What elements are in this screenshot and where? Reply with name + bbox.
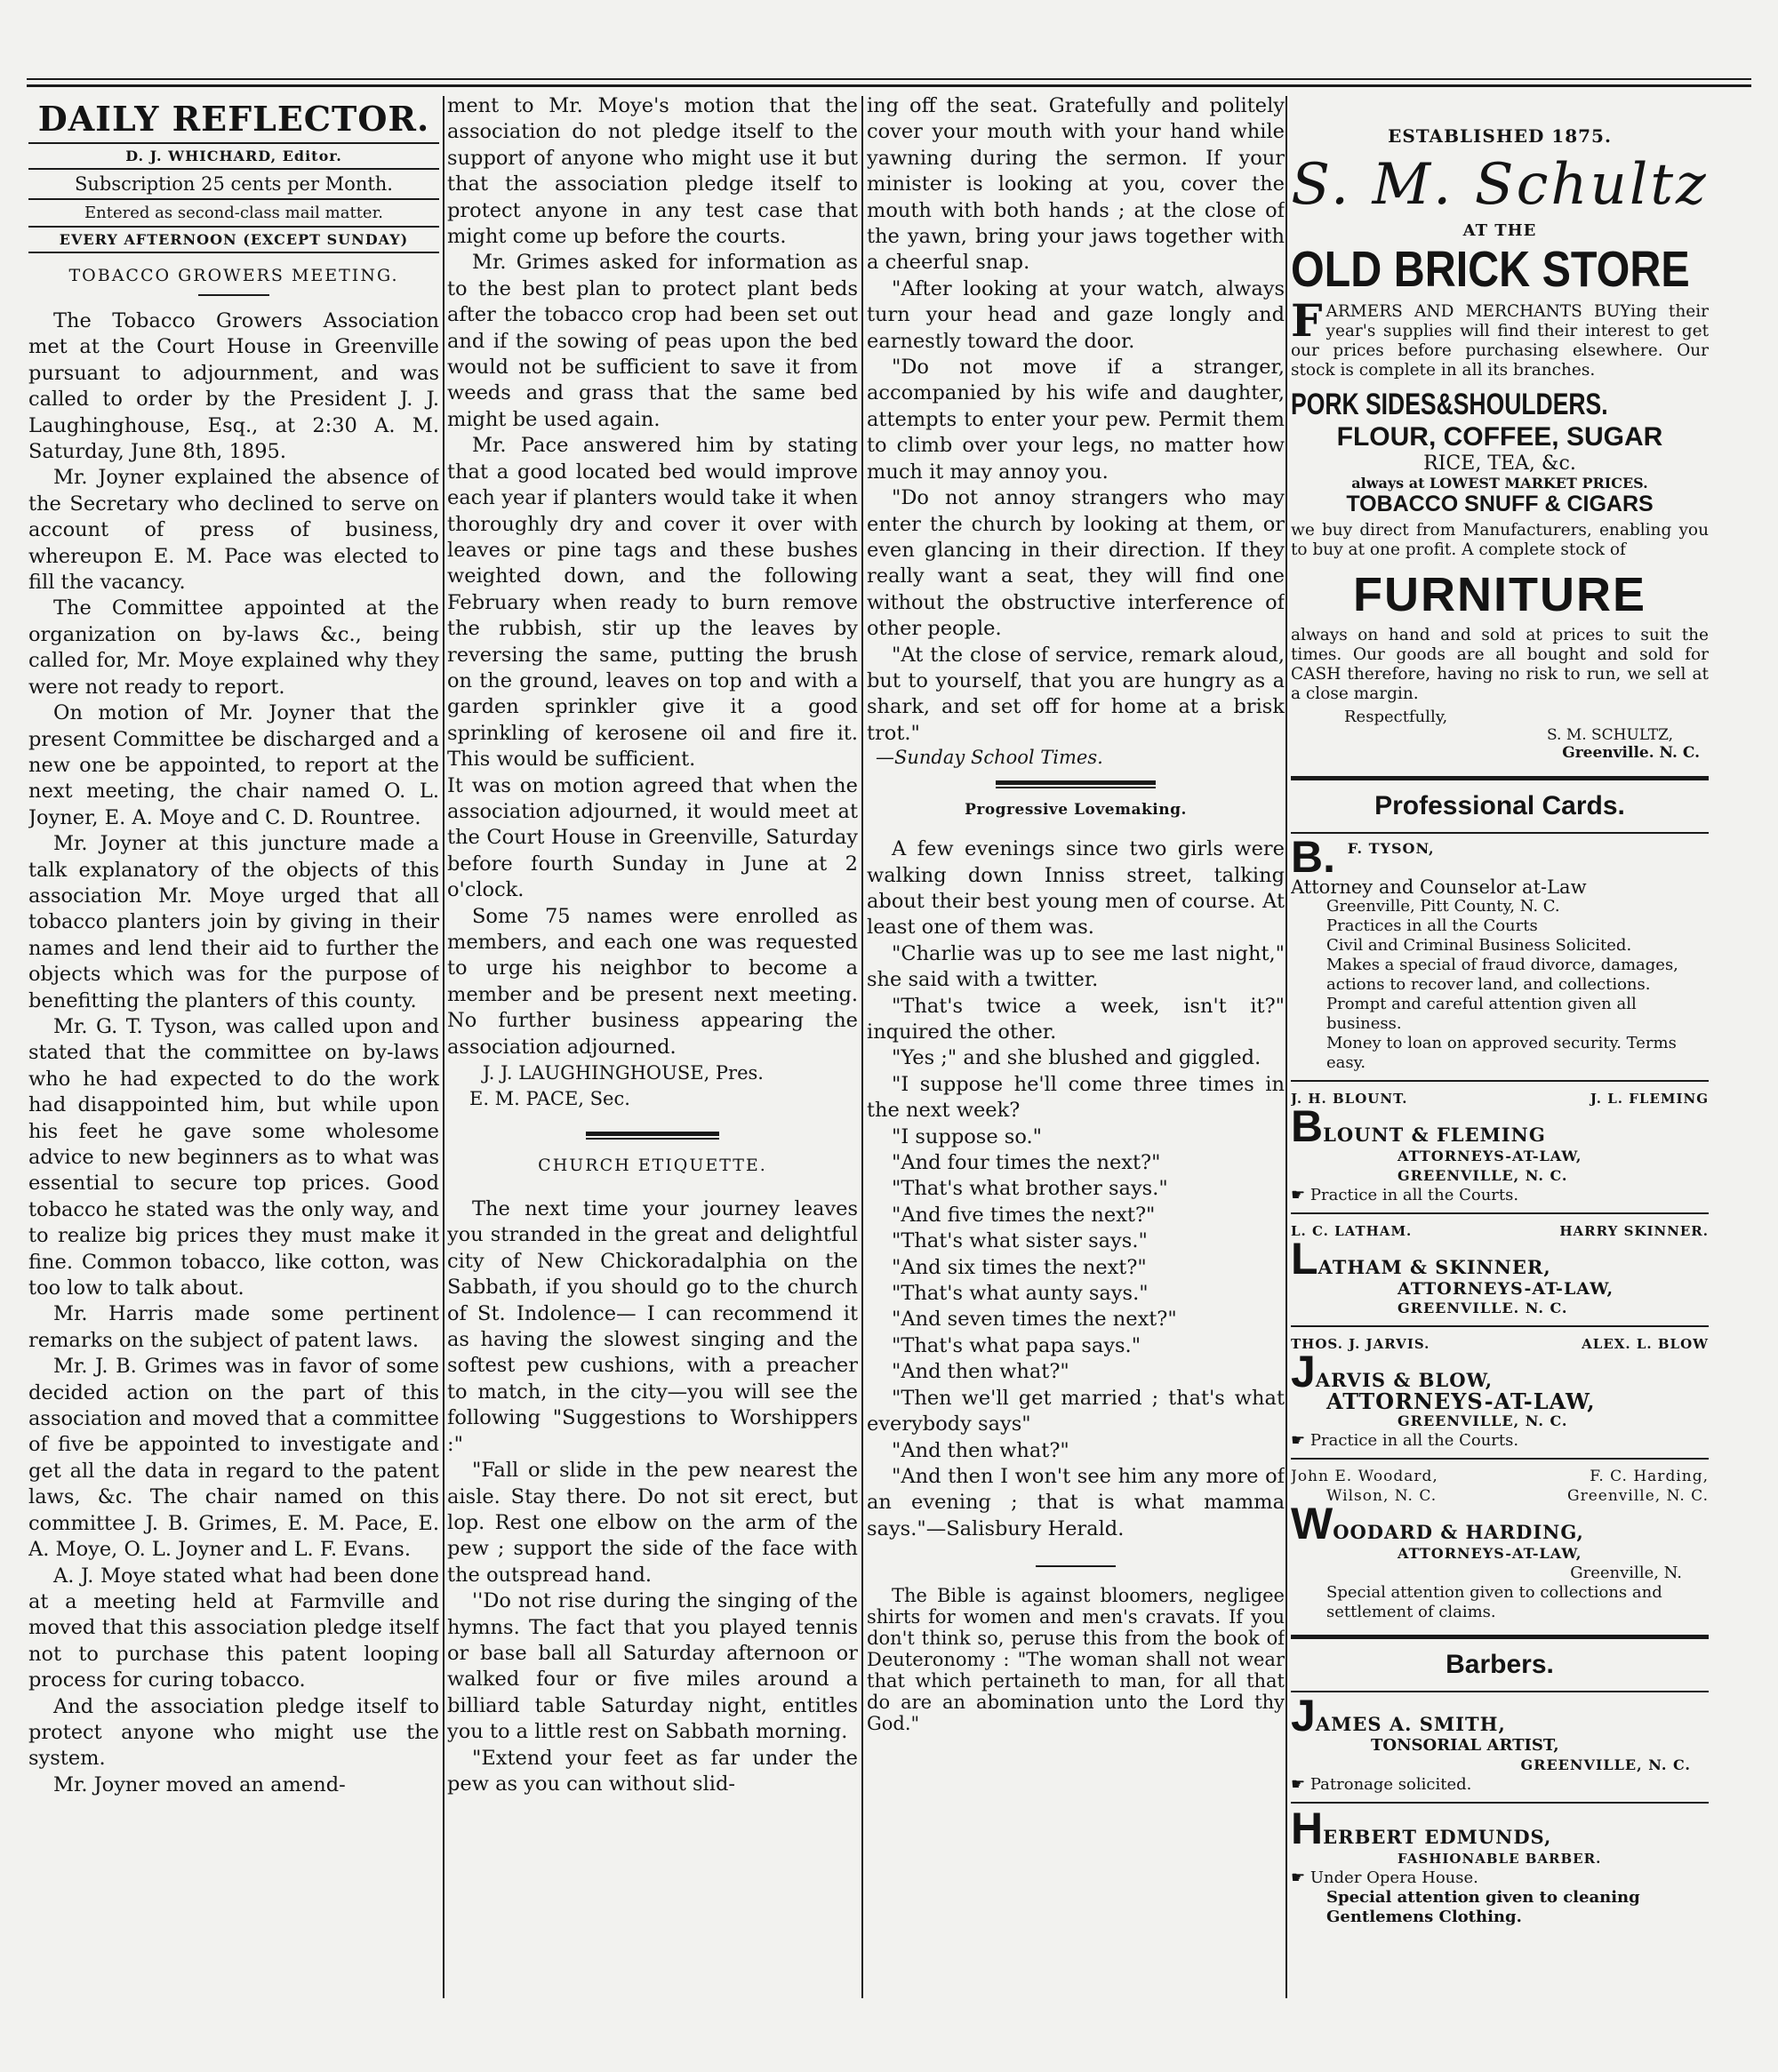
paragraph: ''Do not rise during the singing of the hymns. The fact that you played tennis or base ball all Saturday afternoon or walked four or five miles around a billiard table Saturday night, entitles you to a little rest on Sabbath morning. <box>447 1589 858 1744</box>
paragraph: "At the close of service, remark aloud, but to yourself, that you are hungry as a shark, and set off for home at a brisk trot." <box>867 643 1285 745</box>
paragraph: Mr. G. T. Tyson, was called upon and stated that the committee on by-laws who he had expected to do the work had disappointed him, but while upon his feet he gave some wholesome advice to new beginners as to what was essential to secure top prices. Good tobacco he stated was the only way, and to realize big prices they must make it fine. Common tobacco, like cotton, was too low to talk about. <box>28 1014 439 1300</box>
paragraph: "Yes ;" and she blushed and giggled. <box>892 1046 1261 1070</box>
column-4 <box>1291 93 1709 1932</box>
schultz-signature: S. M. SCHULTZ, <box>1546 726 1673 744</box>
paragraph: A few evenings since two girls were walking down Inniss street, talking about their best young men of course. At least one of them was. <box>867 837 1285 940</box>
church-headline: CHURCH ETIQUETTE. <box>538 1156 767 1176</box>
lowest-price-line: always at LOWEST MARKET PRICES. <box>1351 475 1648 492</box>
paragraph: "Fall or slide in the pew nearest the aisle. Stay there. Do not sit erect, but lop. Rest one elbow on the arm of the pew ; support the side of the face with the outspread hand. <box>447 1459 858 1587</box>
paragraph: On motion of Mr. Joyner that the present Committee be discharged and a new one be appointed, to report at the next meeting, the chair named O. L. Joyner, E. A. Moye and C. D. Rountree. <box>28 701 439 829</box>
paragraph: "That's what papa says." <box>892 1333 1141 1357</box>
column-3 <box>867 93 1285 1734</box>
woodard-card: John E. Woodard, F. C. Harding, Wilson, N. C. Greenville, N. C. WOODARD & HARDING, ATTORNEYS-AT-LAW, Greenville, N. Special attention given to collections and settlement of claims. <box>1291 1468 1709 1621</box>
paragraph: "That's what sister says." <box>892 1229 1148 1253</box>
initial-b: B. <box>1291 832 1335 882</box>
pointing-hand-icon: ☛ <box>1291 1775 1306 1794</box>
church-article-part2 <box>867 93 1285 747</box>
paragraph: It was on motion agreed that when the association adjourned, it would meet at the Court House in Greenville, Saturday before fourth Sunday in June at 2 o'clock. <box>447 773 858 902</box>
paragraph: ment to Mr. Moye's motion that the association do not pledge itself to the support of anyone who might use it but that the association pledge itself to protect anyone in any test case that might come up before the courts. <box>447 94 858 249</box>
schultz-advertisement <box>1291 125 1709 762</box>
dropcap-f: F <box>1291 294 1323 347</box>
masthead-title: DAILY REFLECTOR. <box>37 99 430 139</box>
entered-line: Entered as second-class mail matter. <box>84 204 383 222</box>
paragraph: "Do not annoy strangers who may enter the church by looking at them, or even glancing in their direction. If they really want a seat, they will find one without the obstructive interference of other people. <box>867 486 1285 641</box>
paragraph: "And seven times the next?" <box>892 1308 1177 1332</box>
paragraph: Mr. Harris made some pertinent remarks on the subject of patent laws. <box>28 1302 439 1352</box>
tobacco-article-part2 <box>447 93 858 1060</box>
paragraph: Mr. Joyner explained the absence of the Secretary who declined to serve on account of press of business, whereupon E. M. Pace was elected to fill the vacancy. <box>28 466 439 595</box>
paragraph: "That's twice a week, isn't it?" inquired the other. <box>867 994 1285 1044</box>
paragraph: Mr. Grimes asked for information as to the best plan to protect plant beds after the tobacco crop had been set out and if the sowing of peas upon the bed would not be sufficient to save it from weeds and grass that the same bed might be used again. <box>447 251 858 431</box>
column-divider-1 <box>443 96 444 1998</box>
pointing-hand-icon: ☛ <box>1291 1431 1306 1450</box>
lovemaking-article <box>867 836 1285 1542</box>
paragraph: The Committee appointed at the organization on by-laws &c., being called for, Mr. Moye explained why they were not ready to report. <box>28 596 439 699</box>
paragraph: "And then what?" <box>892 1360 1069 1384</box>
rice-line: RICE, TEA, &c. <box>1423 452 1576 475</box>
paragraph: Mr. Pace answered him by stating that a good located bed would improve each year if planters would take it when thoroughly dry and cover it over with leaves or pine tags and these bushes weighted down, and the following February when ready to burn remove the rubbish, stir up the leaves by reversing the same, putting the brush on the ground, leaves on top and with a garden sprinkler give it a good sprinkling of kerosene oil and fire it. This would be sufficient. <box>447 434 858 772</box>
paragraph: The next time your journey leaves you stranded in the great and delightful city of New Chickoradalphia on the Sabbath, if you should go to the church of St. Indolence— I can recommend it as having the slowest singing and the softest pew cushions, with a preacher to match, in the city—you will see the following "Suggestions to Worshippers :" <box>447 1197 858 1456</box>
pointing-hand-icon: ☛ <box>1291 1868 1306 1887</box>
barbers-heading: Barbers. <box>1446 1650 1554 1679</box>
tyson-card: B. F. TYSON, Attorney and Counselor at-Law Greenville, Pitt County, N. C. Practices in all the Courts Civil and Criminal Business Solicited. Makes a special of fraud divorce, damages, actions to recover land, and collections. Prompt and careful attention given all business. Money to loan on approved security. Terms easy. <box>1291 832 1678 1072</box>
at-the-line: AT THE <box>1462 221 1537 240</box>
paragraph: And the association pledge itself to protect anyone who might use the system. <box>28 1694 439 1771</box>
established-line: ESTABLISHED 1875. <box>1388 125 1612 147</box>
paragraph: "That's what aunty says." <box>892 1282 1149 1306</box>
tobacco-headline: TOBACCO GROWERS MEETING. <box>68 266 399 285</box>
paragraph: "Extend your feet as far under the pew as you can without slid- <box>447 1746 858 1796</box>
column-divider-2 <box>861 96 863 1998</box>
paragraph: ing off the seat. Gratefully and politely cover your mouth with your hand while yawning during the sermon. If your minister is looking at you, cover the mouth with both hands ; at the close of the yawn, bring your jaws together with a cheerful snap. <box>867 94 1285 275</box>
editor-line: D. J. WHICHARD, Editor. <box>125 148 342 164</box>
lovemaking-headline: Progressive Lovemaking. <box>965 801 1187 820</box>
professional-cards-heading: Professional Cards. <box>1374 791 1625 820</box>
paragraph: "And six times the next?" <box>892 1255 1147 1279</box>
top-rule <box>27 78 1751 80</box>
furniture-title: FURNITURE <box>1353 568 1646 621</box>
pointing-hand-icon: ☛ <box>1291 1186 1306 1204</box>
church-article-part1 <box>447 1196 858 1797</box>
buy-direct-text: we buy direct from Manufacturers, enabling you to buy at one profit. A complete stock of <box>1291 521 1709 559</box>
paragraph: "And five times the next?" <box>892 1203 1156 1227</box>
paragraph: Some 75 names were enrolled as members, and each one was requested to urge his neighbor to become a member and be present next meeting. No further business appearing the association adjourned. <box>447 904 858 1059</box>
paragraph: "Then we'll get married ; that's what everybody says" <box>867 1386 1285 1436</box>
paragraph: The Tobacco Growers Association met at the Court House in Greenville pursuant to adjournment, and was called to order by the President J. J. Laughinghouse, Esq., at 2:30 A. M. Saturday, June 8th, 1895. <box>28 309 439 464</box>
church-source: —Sunday School Times. <box>876 747 1103 769</box>
paragraph: Mr. Joyner at this juncture made a talk explanatory of the objects of this association Mr. Moye urged that all tobacco planters join by giving in their names and lend their aid to further the objects which was for the purpose of benefitting the planters of this county. <box>28 832 439 1012</box>
column-divider-3 <box>1285 96 1287 1998</box>
flour-line: FLOUR, COFFEE, SUGAR <box>1336 422 1663 452</box>
schultz-place: Greenville. N. C. <box>1562 744 1700 762</box>
paragraph: "Charlie was up to see me last night," she said with a twitter. <box>867 941 1285 992</box>
schultz-intro: FARMERS AND MERCHANTS BUYing their year's supplies will find their interest to get our prices before purchasing elsewhere. Our stock is complete in all its branches. <box>1291 294 1709 380</box>
old-brick-store-title: OLD BRICK STORE <box>1291 241 1690 298</box>
paragraph: "That's what brother says." <box>892 1177 1168 1201</box>
signature-secretary: E. M. PACE, Sec. <box>469 1088 630 1110</box>
top-rule-2 <box>27 84 1751 87</box>
paragraph: Mr. Joyner moved an amend- <box>53 1772 346 1796</box>
signature-president: J. J. LAUGHINGHOUSE, Pres. <box>483 1062 764 1084</box>
edmunds-card: HERBERT EDMUNDS, FASHIONABLE BARBER. ☛ Under Opera House. Special attention given to cleaning Gentlemens Clothing. <box>1291 1804 1640 1926</box>
paragraph: "After looking at your watch, always turn your head and gaze longly and earnestly toward the door. <box>867 276 1285 353</box>
furniture-text: always on hand and sold at prices to suit the times. Our goods are all bought and sold for CASH therefore, having no risk to run, we sell at a close margin. <box>1291 626 1709 703</box>
smith-card: JAMES A. SMITH, TONSORIAL ARTIST, GREENVILLE, N. C. ☛ Patronage solicited. <box>1291 1691 1691 1794</box>
paragraph: Mr. J. B. Grimes was in favor of some decided action on the part of this association and moved that a committee of five be appointed to investigate and get all the data in regard to the patent laws, &c. The chair named on this committee J. B. Grimes, E. M. Pace, E. A. Moye, O. L. Joyner and L. F. Evans. <box>28 1355 439 1562</box>
jarvis-card: THOS. J. JARVIS. ALEX. L. BLOW JARVIS & BLOW, ATTORNEYS-AT-LAW, GREENVILLE, N. C. ☛ Practice in all the Courts. <box>1291 1336 1709 1450</box>
latham-card: L. C. LATHAM. HARRY SKINNER. LATHAM & SKINNER, ATTORNEYS-AT-LAW, GREENVILLE. N. C. <box>1291 1223 1709 1316</box>
subscription-line: Subscription 25 cents per Month. <box>75 173 393 195</box>
schedule-line: EVERY AFTERNOON (EXCEPT SUNDAY) <box>59 231 409 248</box>
paragraph: "Do not move if a stranger, accompanied by his wife and daughter, attempts to enter your pew. Permit them to climb over your legs, no matter how much it may annoy you. <box>867 356 1285 484</box>
tobacco-article-part1 <box>28 308 439 1798</box>
schultz-name: S. M. Schultz <box>1291 152 1709 218</box>
bible-item <box>867 1585 1285 1734</box>
paragraph: "I suppose he'll come three times in the next week? <box>867 1072 1285 1123</box>
respectfully-line: Respectfully, <box>1344 708 1448 726</box>
column-2 <box>447 93 858 1797</box>
paragraph: "I suppose so." <box>892 1124 1042 1148</box>
blount-card: J. H. BLOUNT. J. L. FLEMING BLOUNT & FLEMING ATTORNEYS-AT-LAW, GREENVILLE, N. C. ☛ Practice in all the Courts. <box>1291 1091 1709 1204</box>
pork-line: PORK SIDES&SHOULDERS. <box>1291 388 1608 421</box>
paragraph: The Bible is against bloomers, negligee shirts for women and men's cravats. If you don't think so, peruse this from the book of Deuteronomy : "The woman shall not wear that which pertaineth to man, for all that do are an abomination unto the Lord thy God." <box>867 1585 1285 1735</box>
paragraph: A. J. Moye stated what had been done at a meeting held at Farmville and moved that this association pledge itself not to purchase this patent looping process for curing tobacco. <box>28 1564 439 1692</box>
column-1 <box>28 93 439 1798</box>
paragraph: "And four times the next?" <box>892 1151 1161 1175</box>
paragraph: "And then what?" <box>892 1438 1069 1462</box>
paragraph: "And then I won't see him any more of an evening ; that is what mamma says."—Salisbury Herald. <box>867 1464 1285 1540</box>
tobacco-snuff-line: TOBACCO SNUFF & CIGARS <box>1346 492 1654 516</box>
